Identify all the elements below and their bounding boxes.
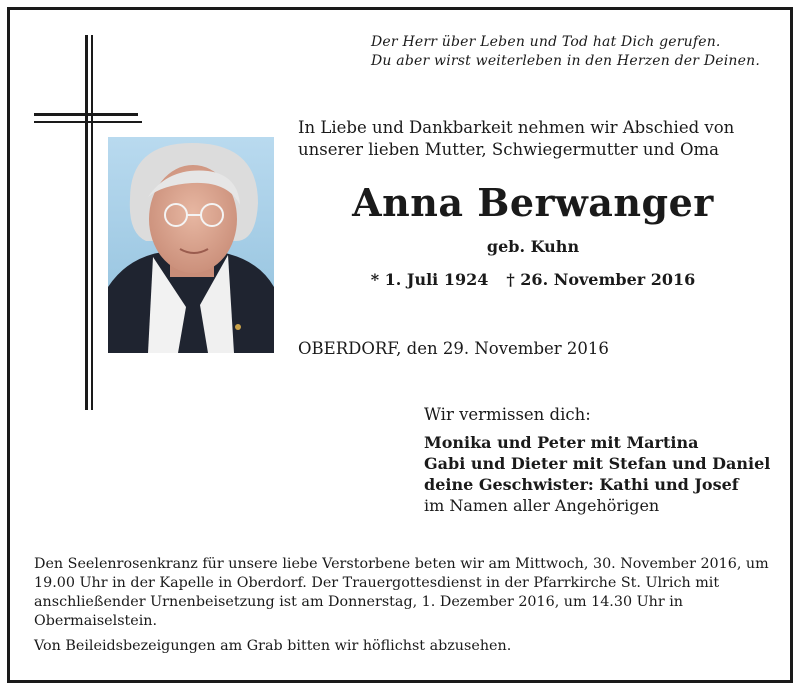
birth-date: * 1. Juli 1924 bbox=[370, 270, 489, 289]
mourners-heading: Wir vermissen dich: bbox=[424, 405, 591, 424]
death-date: † 26. November 2016 bbox=[506, 270, 696, 289]
intro-line-2: unserer lieben Mutter, Schwiegermutter und Oma bbox=[298, 140, 719, 159]
mourner-line: deine Geschwister: Kathi und Josef bbox=[424, 475, 739, 494]
condolence-notice: Von Beileidsbezeigungen am Grab bitten wir höflichst abzusehen. bbox=[34, 638, 512, 654]
service-notice: Den Seelenrosenkranz für unsere liebe Verstorbene beten wir am Mittwoch, 30. November 2016, um 19.00 Uhr in der Kapelle in Oberdorf. Der Trauergottesdienst in der Pfarrkirche St. Ulrich mit anschließender Urnenbeisetzung ist am Donnerstag, 1. Dezember 2016, um 14.30 Uhr in Obermaiselstein. bbox=[34, 556, 769, 629]
intro-text bbox=[298, 117, 734, 161]
place-and-date: OBERDORF, den 29. November 2016 bbox=[298, 339, 609, 358]
mourner-line: Gabi und Dieter mit Stefan und Daniel bbox=[424, 454, 771, 473]
motto-line-2: Du aber wirst weiterleben in den Herzen der Deinen. bbox=[371, 53, 760, 69]
motto-quote bbox=[371, 33, 760, 71]
life-dates bbox=[298, 270, 768, 289]
intro-line-1: In Liebe und Dankbarkeit nehmen wir Abschied von bbox=[298, 118, 735, 137]
mourners-closing: im Namen aller Angehörigen bbox=[424, 496, 660, 515]
maiden-name: geb. Kuhn bbox=[486, 237, 580, 256]
mourner-line: Monika und Peter mit Martina bbox=[424, 433, 699, 452]
mourners-list bbox=[424, 432, 770, 516]
motto-line-1: Der Herr über Leben und Tod hat Dich gerufen. bbox=[371, 34, 721, 50]
deceased-name: Anna Berwanger bbox=[352, 180, 714, 225]
portrait-photo bbox=[108, 137, 274, 353]
